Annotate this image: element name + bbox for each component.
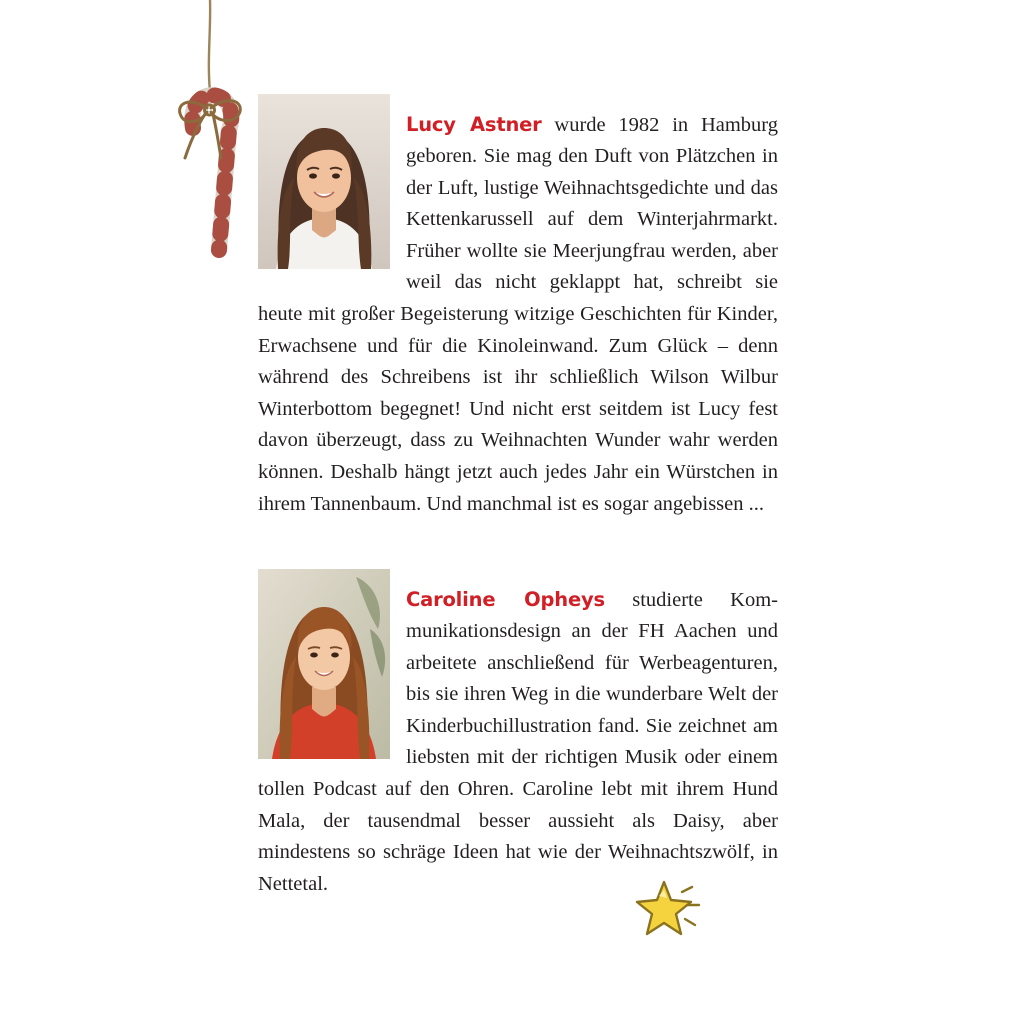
author-entry-lucy-astner (258, 88, 778, 541)
portrait-photo-caroline-opheys (258, 569, 390, 759)
author-bio-body: studierte Kommunikationsdesign an der FH Aachen und arbeitete anschließend für Werbeagenturen, bis sie ihren Weg in die wunderbare Welt der Kinderbuchillustration fand. Sie zeichnet am liebsten mit der richtigen Musik oder einem tollen Podcast auf den Ohren. Caroline lebt mit ihrem Hund Mala, der tausendmal besser aussieht als Daisy, aber mindestens so schräge Ideen hat wie der Weihnachtszwölf, in Nettetal. (258, 588, 778, 895)
candy-cane-ornament (155, 0, 275, 270)
star-doodle-icon (633, 878, 703, 940)
author-name: Caroline Opheys (406, 587, 605, 611)
author-entry-caroline-opheys (258, 563, 778, 921)
author-bio-body: wurde 1982 in Hamburg geboren. Sie mag den Duft von Plätzchen in der Luft, lustige Weihnachtsgedichte und das Kettenkarussell auf dem Winterjahrmarkt. Früher wollte sie Meerjungfrau werden, aber weil das nicht geklappt hat, schreibt sie heute mit großer Begeisterung witzige Geschichten für Kinder, Erwachsene und für die Kinoleinwand. Zum Glück – denn während des Schreibens ist ihr schließlich Wilson Wilbur Winterbottom begegnet! Und nicht erst seitdem ist Lucy fest davon überzeugt, dass zu Weihnachten Wunder wahr werden können. Deshalb hängt jetzt auch jedes Jahr ein Würstchen in ihrem Tannenbaum. Und manchmal ist es sogar angebissen ... (258, 113, 778, 515)
portrait-photo-lucy-astner (258, 94, 390, 269)
author-name: Lucy Astner (406, 112, 542, 136)
